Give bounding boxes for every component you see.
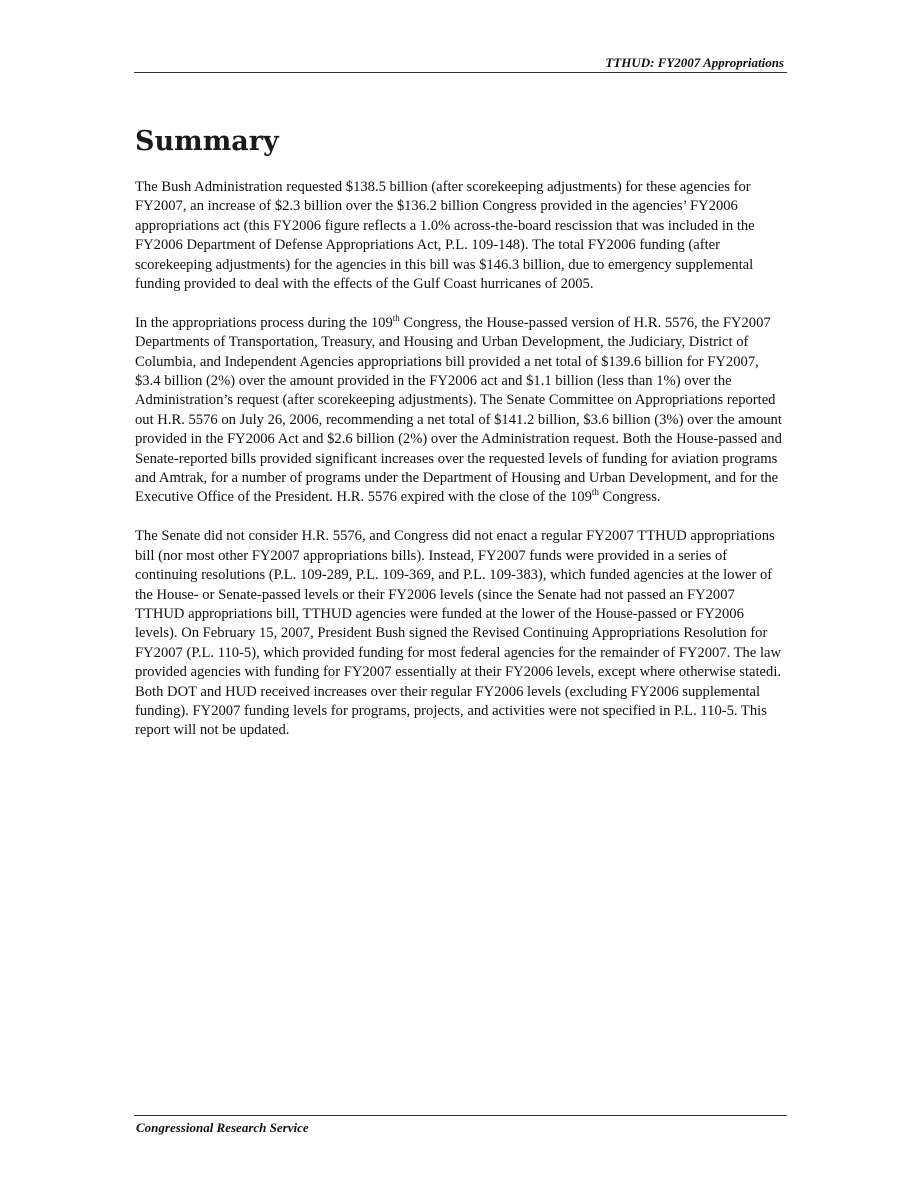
paragraph-text: Congress. [598, 489, 661, 506]
paragraph-text: Congress, the House-passed version of H.R. 5576, the FY2007 Departments of Transportation, Treasury, and Housing and Urban Development, the Judiciary, District of Columbia, and Independent Agencies appropriations bill provided a net total of $139.6 billion for FY2007, $3.4 billion (2%) over the amount provided in the FY2006 act and $1.1 billion (less than 1%) over the Administration’s request (after scorekeeping adjustments). The Senate Committee on Appropriations reported out H.R. 5576 on July 26, 2006, recommending a net total of $141.2 billion, $3.6 billion (3%) over the amount provided in the FY2006 Act and $2.6 billion (2%) over the Administration request. Both the House-passed and Senate-reported bills provided significant increases over the requested levels of funding for aviation programs and Amtrak, for a number of programs under the Department of Housing and Urban Development, and for the Executive Office of the President. H.R. 5576 expired with the close of the 109 [135, 314, 782, 506]
ordinal-superscript: th [392, 312, 400, 323]
running-footer: Congressional Research Service [136, 1120, 309, 1135]
summary-body [135, 178, 785, 760]
header-divider [134, 72, 787, 73]
footer-divider [134, 1115, 787, 1116]
running-header: TTHUD: FY2007 Appropriations [605, 55, 784, 70]
paragraph-text: In the appropriations process during the 109 [135, 314, 393, 331]
paragraph-appropriations-process [135, 314, 785, 508]
paragraph-budget-request: The Bush Administration requested $138.5 billion (after scorekeeping adjustments) for these agencies for FY2007, an increase of $2.3 billion over the $136.2 billion Congress provided in the agencies’ FY2006 appropriations act (this FY2006 figure reflects a 1.0% across-the-board rescission that was included in the FY2006 Department of Defense Appropriations Act, P.L. 109-148). The total FY2006 funding (after scorekeeping adjustments) for the agencies in this bill was $146.3 billion, due to emergency supplemental funding provided to deal with the effects of the Gulf Coast hurricanes of 2005. [135, 179, 755, 293]
paragraph-continuing-resolutions: The Senate did not consider H.R. 5576, and Congress did not enact a regular FY2007 TTHUD appropriations bill (nor most other FY2007 appropriations bills). Instead, FY2007 funds were provided in a series of continuing resolutions (P.L. 109-289, P.L. 109-369, and P.L. 109-383), which funded agencies at the lower of the House- or Senate-passed levels or their FY2006 levels (since the Senate had not passed an FY2007 TTHUD appropriations bill, TTHUD agencies were funded at the lower of the House-passed or FY2006 levels). On February 15, 2007, President Bush signed the Revised Continuing Appropriations Resolution for FY2007 (P.L. 110-5), which provided funding for most federal agencies for the remainder of FY2007. The law provided agencies with funding for FY2007 essentially at their FY2006 levels, except where otherwise statedi. Both DOT and HUD received increases over their regular FY2006 levels (excluding FY2006 supplemental funding). FY2007 funding levels for programs, projects, and activities were not specified in P.L. 110-5. This report will not be updated. [135, 528, 782, 739]
section-title: Summary [135, 126, 279, 157]
ordinal-superscript: th [591, 487, 599, 498]
